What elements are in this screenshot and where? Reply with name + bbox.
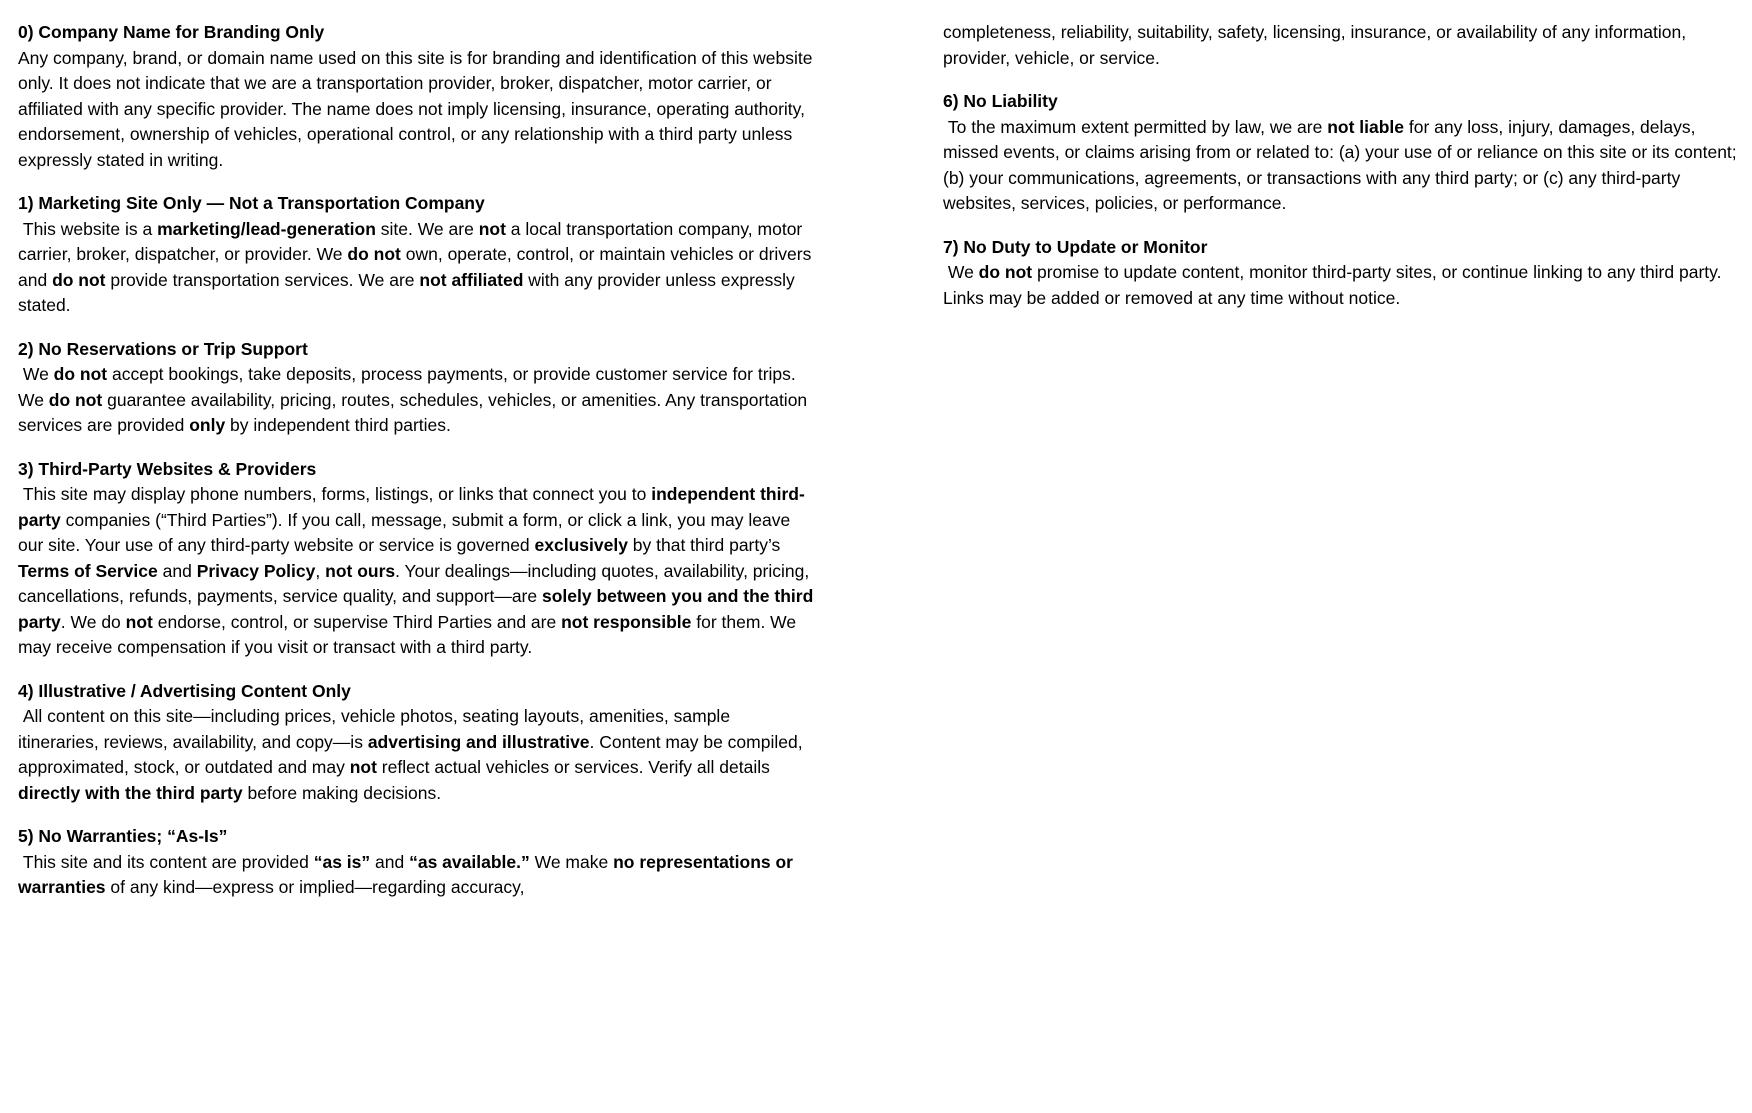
section-body bbox=[18, 482, 819, 661]
disclaimer-section bbox=[943, 89, 1740, 217]
body-text: This website is a bbox=[18, 218, 158, 239]
body-text: , bbox=[315, 560, 326, 581]
body-text: of any kind—express or implied—regarding accuracy, bbox=[105, 877, 525, 897]
body-text: by that third party’s bbox=[627, 535, 786, 555]
body-text: a local transportation company, motor carrier, broker, dispatcher, or provider. We bbox=[18, 218, 808, 264]
body-text: This site and its content are provided bbox=[18, 851, 314, 872]
body-text-bold: do not bbox=[978, 262, 1033, 282]
disclaimer-section bbox=[18, 457, 819, 661]
body-text: . Content may be compiled, approximated, stock, or outdated and may bbox=[18, 731, 808, 777]
body-text-bold: exclusively bbox=[534, 535, 628, 555]
body-text-bold: do not bbox=[48, 389, 103, 410]
body-text-bold: directly with the third party bbox=[18, 782, 243, 803]
body-text: . We do bbox=[60, 611, 126, 632]
body-text: and bbox=[157, 560, 197, 581]
body-text-bold: not liable bbox=[1327, 116, 1405, 137]
disclaimer-columns bbox=[18, 20, 1740, 901]
body-text: completeness, reliability, suitability, safety, licensing, insurance, or availability of any information, provider, vehicle, or service. bbox=[943, 22, 1691, 68]
section-heading: 0) Company Name for Branding Only bbox=[18, 22, 325, 42]
disclaimer-section bbox=[943, 235, 1740, 312]
disclaimer-section bbox=[18, 20, 818, 173]
body-text: We bbox=[18, 364, 54, 384]
body-text-bold: “as available.” bbox=[409, 851, 530, 872]
body-text: companies (“Third Parties”). If you call, message, submit a form, or click a link, you may leave our site. Your use of any third-party website or service is governed bbox=[18, 509, 796, 555]
section-body bbox=[943, 20, 1740, 71]
body-text: accept bookings, take deposits, process payments, or provide customer service for trips. We bbox=[18, 364, 801, 410]
section-heading: 5) No Warranties; “As-Is” bbox=[18, 826, 228, 846]
section-body bbox=[18, 46, 818, 174]
body-text-bold: solely between you and the third party bbox=[18, 586, 819, 632]
body-text: promise to update content, monitor third-party sites, or continue linking to any third party. Links may be added or removed at any time without notice. bbox=[943, 262, 1727, 308]
body-text: We bbox=[943, 262, 979, 282]
right-column bbox=[943, 20, 1740, 311]
section-body bbox=[943, 115, 1740, 217]
section-body bbox=[943, 260, 1740, 311]
body-text-bold: not affiliated bbox=[419, 269, 524, 290]
body-text-bold: only bbox=[189, 415, 226, 435]
section-body bbox=[18, 217, 815, 319]
body-text-bold: advertising and illustrative bbox=[367, 731, 590, 752]
body-text: and bbox=[370, 851, 410, 872]
left-column bbox=[18, 20, 819, 901]
body-text: . Your dealings—including quotes, availability, pricing, cancellations, refunds, payments, service quality, and support—are bbox=[18, 560, 815, 606]
body-text: This site may display phone numbers, forms, listings, or links that connect you to bbox=[18, 484, 652, 504]
body-text-bold: Privacy Policy bbox=[196, 560, 316, 581]
body-text: We make bbox=[529, 851, 614, 872]
body-text-bold: “as is” bbox=[313, 851, 371, 872]
body-text-bold: independent third-party bbox=[18, 484, 805, 530]
body-text-bold: not bbox=[349, 757, 377, 777]
body-text: provide transportation services. We are bbox=[105, 269, 420, 290]
body-text: own, operate, control, or maintain vehicles or drivers and bbox=[18, 244, 817, 290]
body-text: for them. We may receive compensation if you visit or transact with a third party. bbox=[18, 611, 801, 657]
body-text: Any company, brand, or domain name used on this site is for branding and identification of this website only. It does not indicate that we are a transportation provider, broker, dispatcher, motor carrier, or affiliated with any specific provider. The name does not imply licensing, insurance, operating authority, endorsement, ownership of vehicles, operational control, or any relationship with a third party unless expressly stated in writing. bbox=[18, 47, 818, 170]
body-text-bold: do not bbox=[347, 244, 401, 264]
body-text: before making decisions. bbox=[242, 782, 442, 803]
section-heading: 2) No Reservations or Trip Support bbox=[18, 338, 308, 359]
section-heading: 3) Third-Party Websites & Providers bbox=[18, 458, 317, 479]
section-heading: 6) No Liability bbox=[943, 91, 1058, 111]
section-body bbox=[18, 850, 815, 901]
body-text: with any provider unless expressly stated. bbox=[18, 269, 800, 315]
section-body bbox=[18, 362, 815, 439]
body-text: All content on this site—including prices, vehicle photos, seating layouts, amenities, sample itineraries, reviews, availability, and copy—is bbox=[18, 706, 735, 752]
disclaimer-section bbox=[943, 20, 1740, 71]
body-text-bold: do not bbox=[53, 364, 108, 384]
body-text: endorse, control, or supervise Third Parties and are bbox=[152, 611, 562, 632]
body-text-bold: not bbox=[125, 611, 153, 632]
section-heading: 7) No Duty to Update or Monitor bbox=[943, 236, 1208, 257]
body-text-bold: not responsible bbox=[561, 611, 692, 632]
body-text: reflect actual vehicles or services. Verify all details bbox=[376, 757, 775, 777]
body-text-bold: not bbox=[478, 218, 506, 239]
body-text: site. We are bbox=[375, 218, 479, 239]
body-text-bold: Terms of Service bbox=[18, 560, 158, 581]
disclaimer-section bbox=[18, 679, 815, 807]
body-text-bold: marketing/lead-generation bbox=[157, 218, 376, 239]
disclaimer-section bbox=[18, 824, 815, 901]
body-text: for any loss, injury, damages, delays, missed events, or claims arising from or related to: (a) your use of or reliance on this site or its content; (b) your communications, agreements, or transactions with any third party; or (c) any third-party websites, services, policies, or performance. bbox=[943, 116, 1742, 213]
section-heading: 1) Marketing Site Only — Not a Transportation Company bbox=[18, 193, 485, 213]
body-text-bold: no representations or warranties bbox=[18, 851, 798, 897]
disclaimer-section bbox=[18, 191, 815, 319]
section-heading: 4) Illustrative / Advertising Content Only bbox=[18, 680, 351, 701]
disclaimer-section bbox=[18, 337, 815, 439]
body-text: To the maximum extent permitted by law, we are bbox=[943, 116, 1328, 137]
body-text: by independent third parties. bbox=[225, 415, 451, 435]
body-text-bold: do not bbox=[52, 269, 106, 290]
body-text: guarantee availability, pricing, routes, schedules, vehicles, or amenities. Any transportation services are provided bbox=[18, 389, 813, 435]
body-text-bold: not ours bbox=[325, 560, 396, 581]
section-body bbox=[18, 704, 815, 806]
